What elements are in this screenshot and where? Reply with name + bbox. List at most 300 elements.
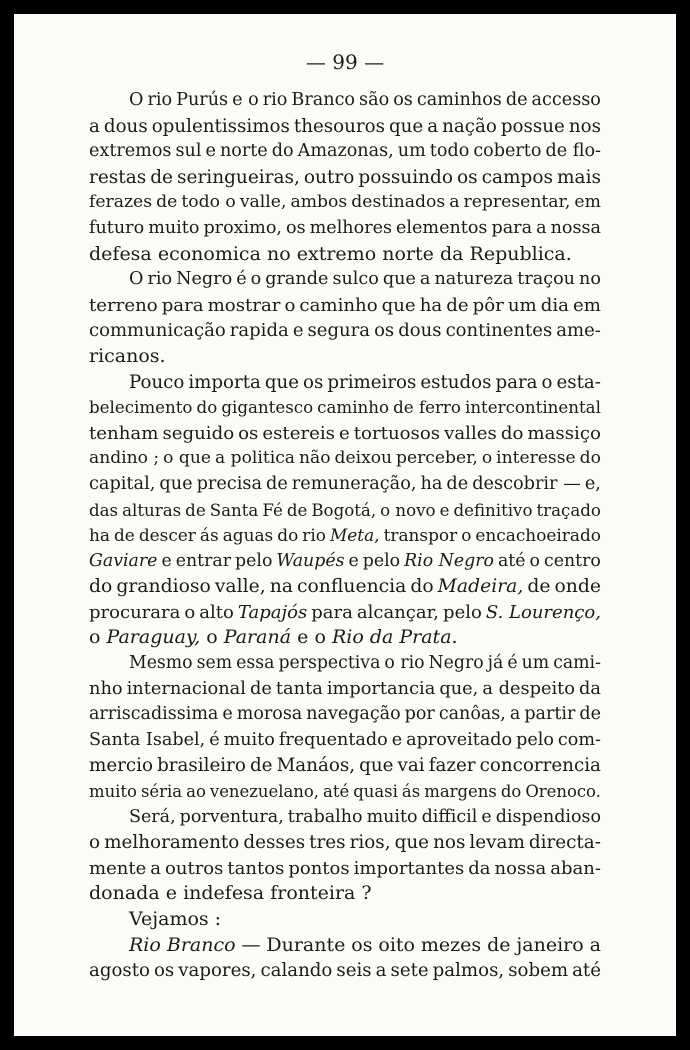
word: quasi (353, 782, 398, 802)
word: trabalho (287, 806, 363, 827)
text-line (89, 856, 601, 882)
word: confluencia (296, 576, 407, 598)
word: Mesmo (129, 653, 193, 674)
word: Purús (176, 90, 229, 110)
word: e (348, 550, 359, 571)
word: tenham (89, 422, 159, 444)
word: de (185, 500, 206, 520)
word: remuneração, (291, 473, 417, 494)
word: os (286, 217, 306, 238)
word: cami- (553, 653, 601, 674)
word: pelo (362, 550, 401, 571)
word: caminhos (416, 90, 502, 110)
word: de (527, 576, 551, 598)
italic-word: Madeira, (437, 576, 524, 598)
word: são (359, 90, 390, 110)
word: pelo (443, 601, 482, 623)
text-line (89, 677, 601, 703)
word: outros (165, 857, 224, 879)
text-line (89, 651, 601, 677)
word: de (156, 192, 178, 213)
word: e (339, 422, 350, 444)
text-line (89, 702, 601, 728)
word: nho (89, 678, 123, 699)
word: e (165, 882, 177, 905)
word: em (572, 294, 601, 316)
word: muito (366, 806, 418, 827)
word: fazer (428, 755, 476, 777)
word: sulco (332, 269, 379, 290)
word: continentes (445, 320, 553, 342)
word: importa (188, 371, 261, 393)
book-page (14, 14, 676, 1036)
word: dous (398, 320, 442, 342)
word: a politica (215, 448, 295, 469)
word: rio (302, 525, 326, 546)
word: venezuelano, (209, 782, 319, 802)
word: tortuosos (353, 422, 441, 444)
word: grande (265, 269, 329, 290)
word: aban- (550, 857, 601, 879)
word: margens (424, 782, 497, 802)
word: o (461, 525, 472, 546)
word: e (292, 320, 304, 342)
word: donada (89, 882, 160, 905)
word: pelo (516, 729, 554, 750)
word: e (481, 806, 492, 827)
word: importantes (353, 857, 465, 879)
word: belecimento (89, 398, 193, 418)
word: não (298, 448, 331, 469)
word: Santa Isabel, (89, 729, 206, 750)
word: sobem (508, 960, 569, 982)
word: de (579, 704, 601, 725)
word: thesouros (293, 115, 385, 137)
word: onde (554, 576, 601, 598)
text-line (89, 498, 601, 524)
word: com- (557, 729, 601, 750)
text-line (89, 114, 601, 140)
word: valle, (214, 576, 266, 598)
word: sul (175, 141, 202, 162)
word: — (241, 933, 261, 956)
word: caminho (299, 294, 378, 316)
word: todo (429, 141, 470, 162)
word: proximo, (203, 217, 282, 238)
word: representar, (463, 192, 571, 213)
word: o (184, 601, 196, 623)
word: descer (138, 525, 196, 546)
text-line (89, 370, 601, 396)
text-line (89, 830, 601, 856)
word: outro (303, 166, 355, 188)
word: arriscadissima (89, 704, 219, 725)
word: a (375, 960, 387, 982)
word: os (238, 422, 259, 444)
word: muito (223, 729, 275, 750)
word: descobrir — (472, 473, 581, 494)
word: de flo- (545, 141, 601, 162)
word: o novo (380, 500, 436, 520)
text-line (89, 881, 601, 907)
word: por (404, 704, 435, 725)
word: estudos (420, 371, 492, 393)
word: a (536, 217, 547, 238)
word: da (468, 857, 491, 879)
italic-word: Paraguay, (106, 626, 201, 649)
word: oito (378, 933, 415, 956)
word: o (314, 626, 326, 649)
word: tantos (227, 857, 285, 879)
word: centro (544, 550, 601, 571)
word: brasileiro (157, 755, 246, 777)
word: que (388, 115, 424, 137)
word: indefesa (183, 882, 265, 905)
word: perceber, (396, 448, 478, 469)
word: a despeito (482, 678, 575, 699)
word: mercio (89, 755, 153, 777)
word: ao (186, 782, 206, 802)
word: desses (243, 832, 306, 854)
word: alcançar, (356, 601, 440, 623)
word: que (394, 832, 430, 854)
word: caminho (317, 398, 390, 418)
word: a (89, 115, 100, 137)
word: tres (309, 832, 346, 854)
italic-word: Rio da Prata. (331, 626, 458, 649)
word: essa (236, 653, 275, 674)
word: é (236, 269, 247, 290)
word: opulentissimos (151, 115, 290, 137)
word: tanta (275, 678, 323, 699)
word: e (439, 500, 450, 520)
word: communicação (89, 320, 226, 342)
word: mente (89, 857, 147, 879)
word: definitivo (453, 500, 533, 520)
text-line (89, 267, 601, 293)
word: para (161, 294, 204, 316)
word: que (359, 755, 394, 777)
word: primeiros (327, 371, 417, 393)
text-line (89, 907, 601, 933)
word: entrar (175, 550, 232, 571)
word: da (579, 678, 601, 699)
word: os (351, 933, 373, 956)
word: para (495, 371, 538, 393)
word: a (150, 857, 161, 879)
word: aproveitado (406, 729, 513, 750)
word: Durante (266, 933, 346, 956)
body-text (89, 88, 601, 984)
word: de (446, 473, 469, 494)
word: nossa (550, 217, 601, 238)
word: ricanos. (89, 344, 166, 367)
word: importancia (326, 678, 436, 699)
text-line (89, 139, 601, 165)
word: O (129, 269, 144, 290)
word: das (89, 500, 119, 520)
word: Manáos, (276, 755, 356, 777)
word: possue (500, 115, 565, 137)
word: perspectiva (278, 653, 381, 674)
word: de (487, 933, 511, 956)
word: mostrar (207, 294, 281, 316)
word: Fé (262, 500, 283, 520)
text-line (89, 165, 601, 191)
word: gigantesco (221, 398, 314, 418)
word: de (113, 525, 135, 546)
word: a (449, 192, 460, 213)
word: e (222, 704, 233, 725)
word: extremos (89, 141, 172, 162)
word: o (284, 294, 296, 316)
word: seringueiras, (177, 166, 300, 188)
word: até (323, 782, 350, 802)
text-line (89, 421, 601, 447)
word: possuindo (358, 166, 453, 188)
word: o rio (384, 653, 425, 674)
word: em (574, 192, 601, 213)
word: coberto (473, 141, 542, 162)
text-line (89, 242, 601, 268)
word: o (250, 269, 262, 290)
word: seguido (162, 422, 235, 444)
word: pontos (288, 857, 350, 879)
word: internacional (126, 678, 246, 699)
word: nossa (494, 857, 547, 879)
word: e (161, 550, 172, 571)
word: transpor (383, 525, 458, 546)
word: o (529, 550, 540, 571)
word: muito (89, 782, 137, 802)
word: Negro (428, 653, 484, 674)
word: natureza (434, 269, 514, 290)
word: dispendioso (495, 806, 601, 827)
text-line (89, 600, 601, 626)
word: rios, (349, 832, 391, 854)
word: o (541, 371, 553, 393)
word: que (381, 294, 416, 316)
word: a (589, 933, 601, 956)
word: um (521, 653, 550, 674)
word: intercontinental (465, 398, 601, 418)
text-line (89, 216, 601, 242)
word: ferazes (89, 192, 153, 213)
text-line (89, 753, 601, 779)
word: encachoeirado (475, 525, 601, 546)
word: e (391, 729, 403, 750)
word: futuro (89, 217, 145, 238)
text-line (89, 446, 601, 472)
word: Republica. (469, 242, 572, 265)
word: na (269, 576, 293, 598)
word: Bogotá, (311, 500, 377, 520)
word: porventura, (179, 806, 284, 827)
word: rio (147, 269, 173, 290)
word: o (89, 832, 101, 854)
word: morosa (236, 704, 303, 725)
word: calando (260, 960, 333, 982)
word: nos (433, 832, 466, 854)
word: melhores (309, 217, 392, 238)
text-line (89, 933, 601, 959)
text-line (89, 293, 601, 319)
italic-word: Waupés (276, 550, 345, 571)
word: no (579, 269, 601, 290)
word: o (481, 448, 493, 469)
word: terreno (89, 294, 158, 316)
italic-word: Paraná (223, 626, 292, 649)
italic-word: Rio Negro (404, 550, 494, 571)
word: a (419, 269, 431, 290)
word: de (505, 90, 528, 110)
word: segura (307, 320, 370, 342)
word: pelo (235, 550, 273, 571)
word: a (509, 704, 521, 725)
word: o (206, 626, 218, 649)
word: mais (557, 166, 601, 188)
word: ás (401, 782, 421, 802)
word: até (497, 550, 526, 571)
word: norte (382, 242, 434, 265)
word: do (271, 141, 294, 162)
italic-word: Gaviare (89, 550, 158, 571)
word: do (277, 525, 299, 546)
word: procurara (89, 601, 181, 623)
word: de (446, 294, 469, 316)
text-line (89, 523, 601, 549)
word: ha (420, 473, 443, 494)
word: ha (419, 294, 443, 316)
word: é (507, 653, 518, 674)
word: que (264, 371, 300, 393)
text-line (89, 728, 601, 754)
word: ás (199, 525, 219, 546)
word: andino ; (89, 448, 160, 469)
word: ha (89, 525, 110, 546)
word: do (579, 448, 601, 469)
word: vai (397, 755, 425, 777)
word: accesso (531, 90, 601, 110)
word: capital, (89, 473, 156, 494)
word: de (286, 500, 308, 520)
word: traçado (536, 500, 601, 520)
word: de (150, 166, 173, 188)
word: do (500, 422, 524, 444)
text-line (89, 344, 601, 370)
word: no (266, 242, 291, 265)
word: sem (196, 653, 233, 674)
word: e, (584, 473, 601, 494)
word: destinados (351, 192, 446, 213)
word: economica (157, 242, 261, 265)
word: interesse (496, 448, 576, 469)
word: Orenoco. (525, 782, 601, 802)
word: navegação (306, 704, 401, 725)
word: difficil (421, 806, 478, 827)
word: concorrencia (479, 755, 601, 777)
text-line (89, 779, 601, 805)
word: defesa (89, 242, 152, 265)
word: já (487, 653, 504, 674)
word: traçou (517, 269, 576, 290)
text-line (89, 395, 601, 421)
word: deixou (334, 448, 393, 469)
word: precisa (196, 473, 262, 494)
page-number: — 99 — (305, 50, 385, 74)
word: campos (481, 166, 554, 188)
word: canôas, (438, 704, 506, 725)
word: Vejamos : (129, 908, 222, 930)
word: partir (524, 704, 576, 725)
word: de ferro (393, 398, 461, 418)
word: ambos (290, 192, 348, 213)
italic-word: Rio Branco (129, 933, 236, 956)
word: e (205, 141, 216, 162)
word: de (249, 755, 273, 777)
word: que (159, 473, 193, 494)
word: seis (336, 960, 372, 982)
word: os (153, 960, 175, 982)
word: restas (89, 166, 147, 188)
word: de (249, 678, 272, 699)
word: levam (469, 832, 525, 854)
word: o (89, 626, 101, 649)
word: para (311, 601, 353, 623)
word: directa- (528, 832, 601, 854)
word: Santa (209, 500, 259, 520)
word: nação (442, 115, 497, 137)
word: norte (219, 141, 268, 162)
word: nos (568, 115, 601, 137)
word: que (382, 269, 416, 290)
word: o que (163, 448, 212, 469)
word: Branco (291, 90, 356, 110)
word: Pouco (129, 371, 185, 393)
word: os (303, 371, 324, 393)
word: valle, (239, 192, 287, 213)
word: melhoramento (104, 832, 240, 854)
word: da (439, 242, 464, 265)
word: pôr (472, 294, 504, 316)
word: rio (262, 90, 288, 110)
word: para (491, 217, 533, 238)
word: vapores, (178, 960, 257, 982)
word: que, (439, 678, 479, 699)
word: séria (141, 782, 183, 802)
word: Negro (176, 269, 233, 290)
word: palmos, (432, 960, 505, 982)
word: estereis (262, 422, 335, 444)
word: Amazonas, (297, 141, 394, 162)
text-line (89, 574, 601, 600)
text-line (89, 318, 601, 344)
word: mezes (420, 933, 482, 956)
word: O (129, 90, 144, 110)
word: valles (444, 422, 497, 444)
word: fronteira ? (270, 882, 372, 905)
word: e (297, 626, 309, 649)
word: do (500, 782, 522, 802)
word: elementos (396, 217, 488, 238)
word: os (457, 166, 478, 188)
text-line (89, 88, 601, 114)
text-line (89, 958, 601, 984)
word: rapida (229, 320, 289, 342)
word: extremo (296, 242, 377, 265)
word: grandioso (116, 576, 211, 598)
word: até (572, 960, 601, 982)
